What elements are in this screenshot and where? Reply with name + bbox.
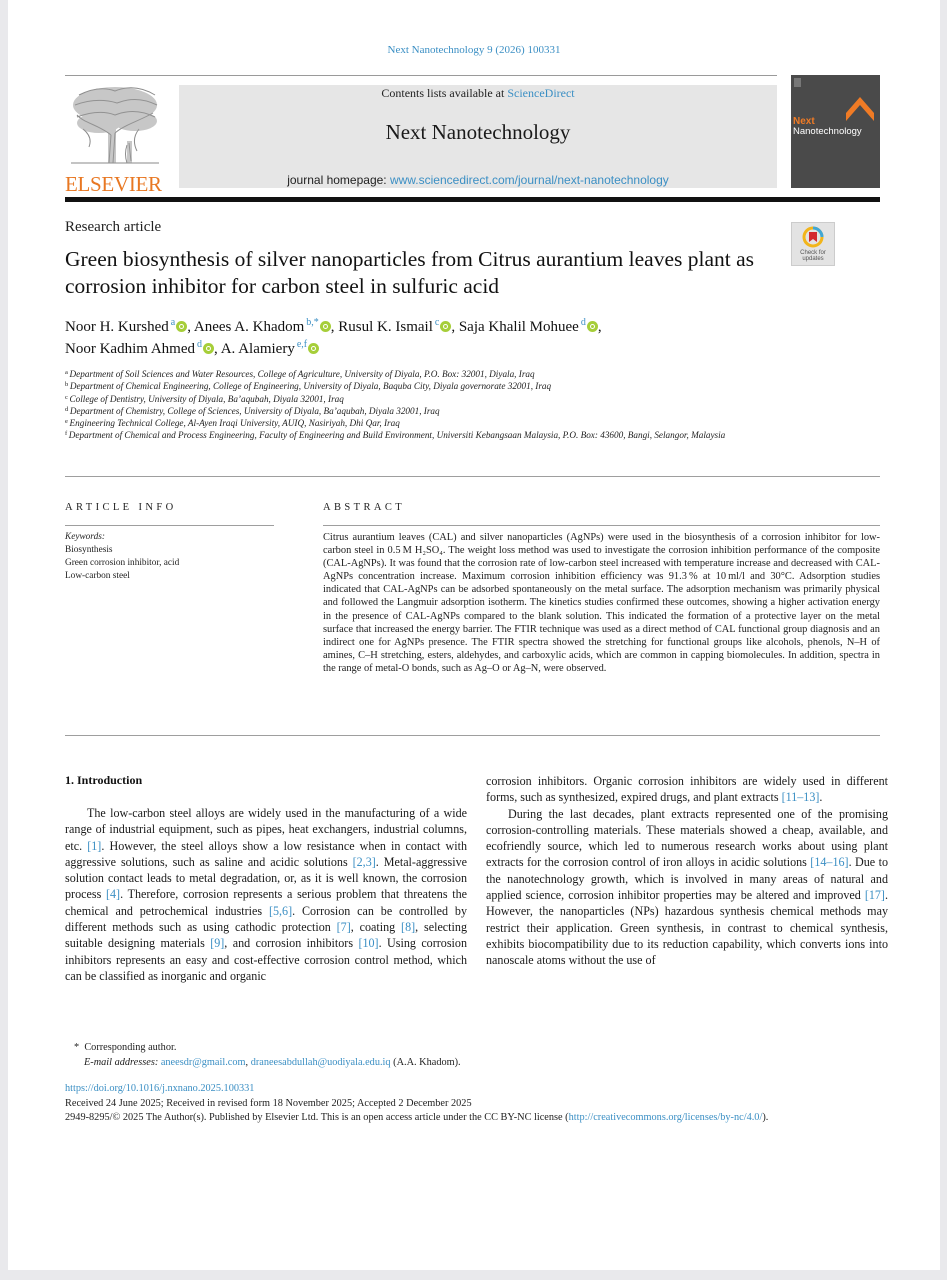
citation-link[interactable]: [5,6] bbox=[268, 903, 293, 918]
orcid-icon[interactable] bbox=[587, 321, 598, 332]
abstract-text: Citrus aurantium leaves (CAL) and silver nanoparticles (AgNPs) were used in the biosynthesis of a corrosion inhibitor for low-carbon steel in 0.5 M H₂SO₄. The weight loss method was used to investigate the corrosion inhibition performance of the composite (CAL-AgNPs). It was found that the corrosion rate of low-carbon steel increased with temperature increase and decreased with CAL-AgNPs concentration increase. Maximum corrosion inhibition efficiency was 91.3 % at 10 ml/l and 30°C. Adsorption studies indicated that CAL-AgNPs can be adsorbed spontaneously on the metal surface. The adsorption mechanism was primarily physical and followed the Langmuir adsorption isotherm. The kinetics studies confirmed these outcomes, showing a higher activation energy in the presence of CAL-AgNPs compared to the blank solution. This indicated the formation of a protective layer on the metal surface that increased the energy barrier. The FTIR technique was used as a direct method of CAL functional group diagnosis and an indirect one for AgNPs presence. The FTIR spectra showed the stretching for functional groups like alcohols, phenols, N–H of amines, C–H stretching, esters, aldehydes, and carboxylic acids, which are common in capping biomolecules. In addition, spectra in the range of metal-O bonds, such as Ag–O or Ag–N, were observed. bbox=[323, 532, 880, 674]
journal-title: Next Nanotechnology bbox=[385, 120, 571, 144]
affiliation-text: Department of Soil Sciences and Water Resources, College of Agriculture, University of Diyala, P.O. Box: 32001, Diyala, Iraq bbox=[69, 369, 535, 379]
doi-link[interactable]: https://doi.org/10.1016/j.nxnano.2025.100331 bbox=[65, 1083, 255, 1094]
author-separator: , bbox=[597, 319, 602, 335]
abstract-bottom-rule bbox=[65, 735, 880, 736]
email-link-1[interactable]: aneesdr@gmail.com bbox=[160, 1056, 246, 1068]
check-for-updates-button[interactable] bbox=[791, 222, 835, 266]
citation-link[interactable]: [14–16] bbox=[810, 855, 849, 870]
cover-nanotechnology-word: Nanotechnology bbox=[793, 126, 862, 137]
citation-link[interactable]: [7] bbox=[336, 920, 351, 935]
citation-link[interactable]: [9] bbox=[210, 936, 225, 951]
email-owner: (A.A. Khadom). bbox=[390, 1056, 461, 1068]
elsevier-mini-icon bbox=[794, 78, 801, 87]
license-line bbox=[65, 1111, 880, 1126]
homepage-prefix: journal homepage: bbox=[287, 173, 390, 187]
journal-homepage-line bbox=[179, 173, 777, 187]
journal-cover-thumbnail[interactable] bbox=[791, 75, 880, 188]
corresponding-label: Corresponding author. bbox=[84, 1042, 177, 1053]
elsevier-wordmark: ELSEVIER bbox=[65, 172, 162, 196]
article-history: Received 24 June 2025; Received in revised form 18 November 2025; Accepted 2 December 2025 bbox=[65, 1097, 472, 1109]
journal-reference-link[interactable]: Next Nanotechnology 9 (2026) 100331 bbox=[387, 44, 561, 56]
paper-page bbox=[8, 0, 940, 1270]
elsevier-logo[interactable] bbox=[65, 85, 165, 196]
contents-available-line bbox=[179, 86, 777, 101]
affiliation-item bbox=[65, 380, 825, 392]
author-separator: , bbox=[187, 319, 194, 335]
orcid-icon[interactable] bbox=[320, 321, 331, 332]
affiliation-key: e bbox=[65, 418, 70, 426]
intro-paragraph: The low-carbon steel alloys are widely used in the manufacturing of a wide range of industrial equipment, such as pipes, heat exchangers, industrial columns, etc. [1]. However, the steel alloys show a low resistance when in contact with aggressive solutions, such as saline and acidic solutions [2,3]. Metal-aggressive solution contact leads to metal degradation, or, as it is well known, the corrosion process [4]. Therefore, corrosion represents a serious problem that threatens the chemical and petrochemical industries [5,6]. Corrosion can be controlled by different methods such as using cathodic protection [7], coating [8], selecting suitable designing materials [9], and corrosion inhibitors [10]. Using corrosion inhibitors represents an easy and cost-effective corrosion control method, which can be classified as inorganic and organic bbox=[65, 806, 467, 983]
license-text: 2949-8295/© 2025 The Author(s). Published by Elsevier Ltd. This is an open access article under the CC BY-NC license ( bbox=[65, 1112, 569, 1123]
affiliation-item bbox=[65, 368, 825, 380]
article-type: Research article bbox=[65, 219, 162, 235]
orcid-icon[interactable] bbox=[440, 321, 451, 332]
author-name[interactable]: Saja Khalil Mohuee bbox=[458, 319, 579, 335]
author-separator: , bbox=[451, 319, 459, 335]
sciencedirect-link[interactable]: ScienceDirect bbox=[507, 86, 575, 100]
author-name[interactable]: Anees A. Khadom bbox=[193, 319, 305, 335]
affiliation-key: d bbox=[65, 405, 70, 413]
affiliation-item bbox=[65, 417, 825, 429]
intro-paragraph: corrosion inhibitors. Organic corrosion inhibitors are widely used in different forms, such as synthesized, expired drugs, and plant extracts [11–13]. bbox=[486, 774, 888, 805]
affiliation-item bbox=[65, 405, 825, 417]
check-updates-icon bbox=[802, 226, 824, 248]
journal-masthead bbox=[179, 85, 777, 188]
orcid-icon[interactable] bbox=[176, 321, 187, 332]
section-rule bbox=[65, 476, 880, 477]
author-name[interactable]: Rusul K. Ismail bbox=[338, 319, 433, 335]
affiliation-marker[interactable]: d bbox=[578, 317, 586, 328]
article-title: Green biosynthesis of silver nanoparticles from Citrus aurantium leaves plant as corrosion inhibitor for carbon steel in sulfuric acid bbox=[65, 247, 755, 298]
email-separator: , bbox=[245, 1056, 251, 1068]
affiliation-text: College of Dentistry, University of Diyala, Ba’aqubah, Diyala 32001, Iraq bbox=[69, 393, 344, 404]
keyword: Biosynthesis bbox=[65, 545, 113, 555]
abstract-rule bbox=[323, 525, 880, 526]
citation-link[interactable]: [8] bbox=[401, 920, 416, 935]
corresponding-line bbox=[65, 1041, 880, 1056]
keywords-label: Keywords: bbox=[65, 532, 105, 542]
cover-next-word: Next bbox=[793, 116, 815, 127]
introduction-heading: 1. Introduction bbox=[65, 773, 143, 787]
affiliation-key: f bbox=[65, 430, 69, 438]
affiliation-key: c bbox=[65, 393, 70, 401]
affiliations bbox=[65, 368, 825, 442]
affiliation-marker[interactable]: e,f bbox=[294, 339, 308, 350]
affiliation-text: Department of Chemical Engineering, College of Engineering, University of Diyala, Baquba City, Diyala governorate 32001, Iraq bbox=[69, 381, 552, 392]
orcid-icon[interactable] bbox=[308, 343, 319, 354]
corresponding-author-footnote bbox=[65, 1041, 880, 1070]
affiliation-marker[interactable]: c bbox=[432, 317, 440, 328]
footnote-star: * bbox=[74, 1042, 80, 1053]
author-separator: , bbox=[330, 319, 339, 335]
check-updates-label: Check for bbox=[800, 250, 826, 256]
chevron-up-icon bbox=[846, 93, 874, 121]
orcid-icon[interactable] bbox=[203, 343, 214, 354]
email-label: E-mail addresses: bbox=[84, 1056, 159, 1068]
abstract-heading: ABSTRACT bbox=[323, 502, 406, 513]
keyword: Low-carbon steel bbox=[65, 571, 130, 581]
article-info-heading: ARTICLE INFO bbox=[65, 502, 177, 513]
author-list bbox=[65, 316, 785, 360]
check-updates-label-2: updates bbox=[802, 256, 824, 262]
affiliation-marker[interactable]: d bbox=[194, 339, 202, 350]
intro-paragraph: During the last decades, plant extracts represented one of the promising corrosion-controlling materials. These materials showed a cheap, available, and ecofriendly source, which led to numerous research works about using plant extracts for the corrosion control of iron alloys in acidic solutions [14–16]. Due to the nanotechnology growth, which is involved in many areas of natural and applied science, corrosion inhibitor properties may be altered and improved [17]. However, the nanoparticles (NPs) hazardous synthesis chemical methods may restrict their application. Green synthesis, in contrast to chemical synthesis, exhibits biocompatibility due to its reduction capability, which converts ions into nanoscale atoms without the use of bbox=[486, 806, 888, 968]
email-link-2[interactable]: draneesabdullah@uodiyala.edu.iq bbox=[250, 1056, 391, 1068]
email-line bbox=[65, 1056, 880, 1071]
author-name[interactable]: Noor H. Kurshed bbox=[65, 319, 169, 335]
affiliation-text: Department of Chemistry, College of Sciences, University of Diyala, Ba’aqubah, Diyala 32001, Iraq bbox=[69, 405, 440, 416]
citation-link[interactable]: [11–13] bbox=[781, 790, 820, 805]
article-meta bbox=[65, 1082, 880, 1126]
citation-link[interactable]: [4] bbox=[105, 887, 121, 902]
keywords-block bbox=[65, 531, 275, 583]
affiliation-key: b bbox=[65, 381, 70, 389]
contents-prefix: Contents lists available at bbox=[381, 86, 508, 100]
body-column-left bbox=[65, 805, 467, 984]
citation-link[interactable]: [10] bbox=[358, 936, 379, 951]
citation-link[interactable]: [2,3] bbox=[352, 854, 376, 869]
elsevier-tree-icon bbox=[69, 85, 161, 167]
affiliation-text: Department of Chemical and Process Engineering, Faculty of Engineering and Build Environment, Universiti Kebangsaan Malaysia, P.O. Box: 43600, Bangi, Selangor, Malaysia bbox=[68, 430, 726, 441]
affiliation-key: a bbox=[65, 369, 70, 376]
affiliation-item bbox=[65, 393, 825, 405]
affiliation-text: Engineering Technical College, Al-Ayen Iraqi University, AUIQ, Nasiriyah, Dhi Qar, Iraq bbox=[69, 418, 400, 429]
article-info-rule bbox=[65, 525, 274, 526]
keyword: Green corrosion inhibitor, acid bbox=[65, 558, 180, 568]
citation-link[interactable]: [1] bbox=[87, 838, 102, 853]
author-name[interactable]: Noor Kadhim Ahmed bbox=[65, 341, 195, 357]
affiliation-marker[interactable]: a bbox=[168, 317, 176, 328]
header-rule bbox=[65, 75, 777, 76]
affiliation-item bbox=[65, 429, 825, 441]
masthead-thick-rule bbox=[65, 197, 880, 202]
license-suffix: ). bbox=[762, 1112, 769, 1123]
affiliation-marker[interactable]: b,* bbox=[304, 317, 319, 328]
body-column-right bbox=[486, 773, 888, 969]
author-name[interactable]: A. Alamiery bbox=[220, 341, 295, 357]
citation-link[interactable]: [17] bbox=[864, 888, 885, 903]
journal-homepage-link[interactable]: www.sciencedirect.com/journal/next-nanotechnology bbox=[389, 173, 669, 187]
license-link[interactable]: http://creativecommons.org/licenses/by-nc/4.0/ bbox=[568, 1112, 763, 1123]
author-separator: , bbox=[214, 341, 221, 357]
